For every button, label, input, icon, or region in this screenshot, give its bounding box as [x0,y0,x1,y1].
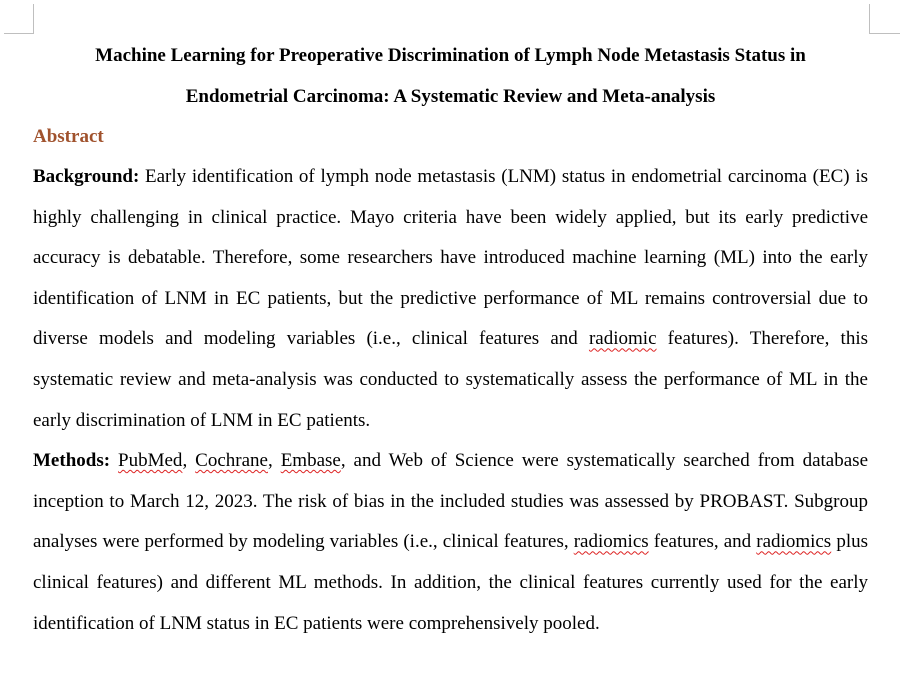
spellcheck-word-cochrane: Cochrane [195,450,268,472]
methods-text-part-3: plus clinical features) and different ML methods. In addition, the clinical features currently used for the early identification of LNM status in EC patients were comprehensively pooled. [33,531,868,634]
methods-label: Methods: [33,450,111,472]
document-title [33,35,868,117]
background-text-part-1: Early identification of lymph node metastasis (LNM) status in endometrial carcinoma (EC) is highly challenging in clinical practice. Mayo criteria have been widely applied, but its early predictive accuracy is debatable. Therefore, some researchers have introduced machine learning (ML) into the early identification of LNM in EC patients, but the predictive performance of ML remains controversial due to diverse models and modeling variables (i.e., clinical features and [33,166,868,350]
methods-text-part-1: , and Web of Science were systematically searched from database inception to March 12, 2023. The risk of bias in the included studies was assessed by PROBAST. Subgroup analyses were performed by modeling variables (i.e., clinical features, [33,450,869,553]
spellcheck-word-radiomics-1: radiomics [573,531,649,553]
abstract-heading: Abstract [33,126,104,147]
methods-paragraph [33,441,868,644]
methods-separator-1: , [182,450,196,472]
background-label: Background: [33,166,140,187]
top-right-crop-mark [869,4,900,34]
spellcheck-word-radiomics-2: radiomics [756,531,832,553]
title-line-1: Machine Learning for Preoperative Discrimination of Lymph Node Metastasis Status in [95,45,806,66]
title-line-2: Endometrial Carcinoma: A Systematic Review and Meta-analysis [185,86,716,107]
background-text-part-2: features). Therefore, this systematic review and meta-analysis was conducted to systematically assess the performance of ML in the early discrimination of LNM in EC patients. [33,328,869,431]
methods-separator-2: , [267,450,281,472]
spellcheck-word-pubmed: PubMed [118,450,183,472]
document-body [33,35,868,644]
spellcheck-word-embase: Embase [280,450,341,472]
spellcheck-word-radiomic: radiomic [588,328,657,350]
methods-text-part-2: features, and [648,531,757,553]
top-left-crop-mark [4,4,34,34]
background-paragraph [33,157,868,441]
